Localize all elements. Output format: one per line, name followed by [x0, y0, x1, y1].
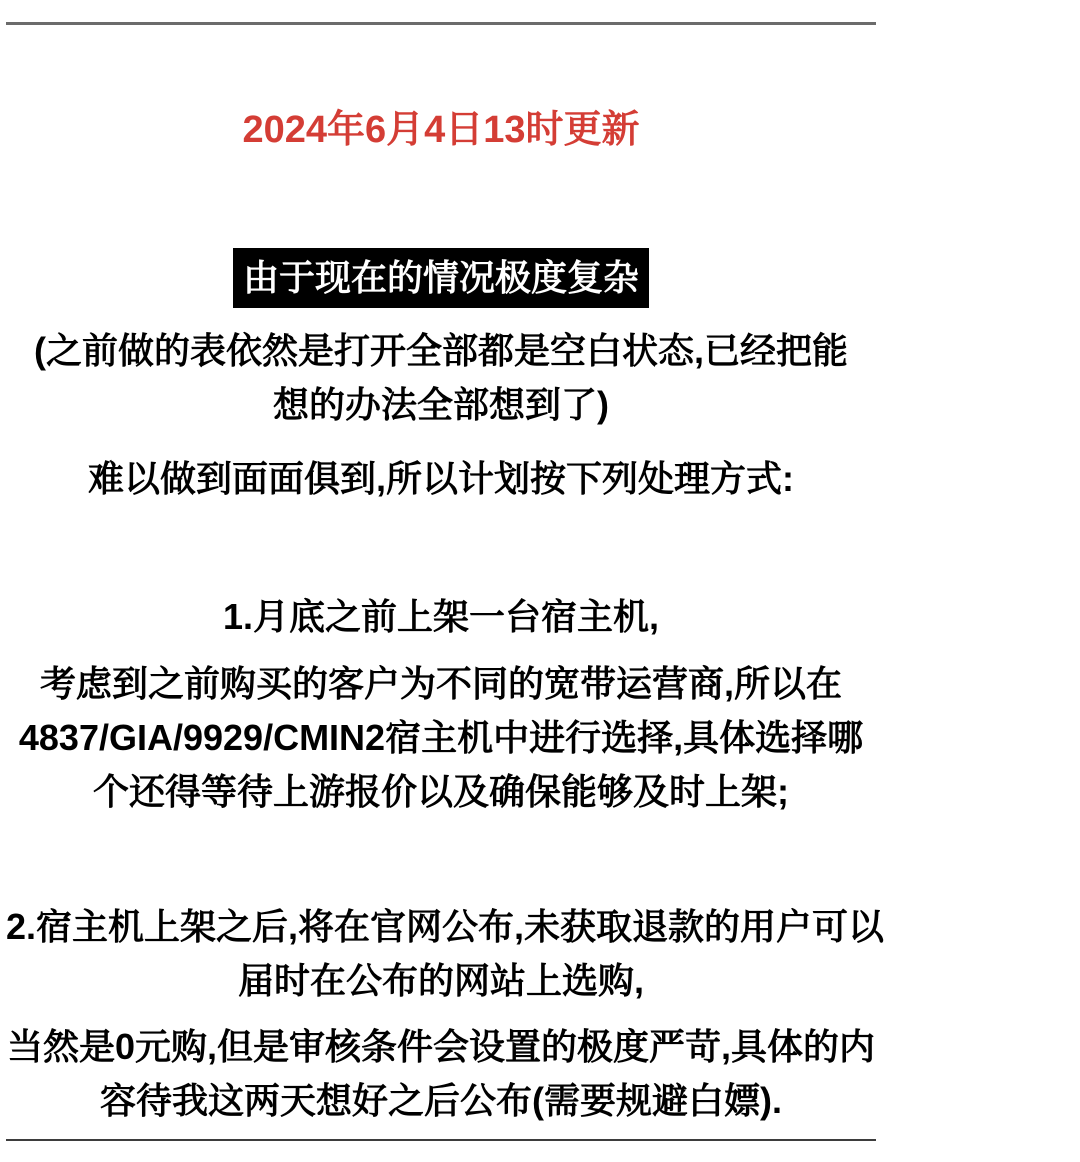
update-title: 2024年6月4日13时更新 — [242, 109, 640, 151]
item1-line: 考虑到之前购买的客户为不同的宽带运营商,所以在 — [39, 663, 842, 704]
top-divider — [6, 22, 876, 25]
item2-heading — [6, 900, 885, 1008]
highlight-heading-row — [6, 248, 876, 308]
item2-paragraph — [6, 1020, 876, 1128]
item2-line: 容待我这两天想好之后公布(需要规避白嫖). — [100, 1080, 782, 1121]
highlight-heading: 由于现在的情况极度复杂 — [233, 248, 649, 308]
bottom-divider — [6, 1139, 876, 1141]
item1-heading: 1.月底之前上架一台宿主机, — [222, 596, 660, 637]
item1-line: 4837/GIA/9929/CMIN2宿主机中进行选择,具体选择哪 — [18, 717, 864, 758]
note-line: (之前做的表依然是打开全部都是空白状态,已经把能 — [34, 330, 848, 371]
item2-heading-line: 2.宿主机上架之后,将在官网公布,未获取退款的用户可以 — [6, 906, 885, 947]
item2-heading-line: 届时在公布的网站上选购, — [237, 960, 644, 1001]
item2-line: 当然是0元购,但是审核条件会设置的极度严苛,具体的内 — [6, 1026, 876, 1067]
note-paragraph — [6, 324, 876, 432]
announcement-content — [6, 0, 885, 1141]
note-line: 想的办法全部想到了) — [273, 384, 609, 425]
item1-line: 个还得等待上游报价以及确保能够及时上架; — [93, 771, 789, 812]
item1-paragraph — [6, 657, 876, 819]
plan-paragraph: 难以做到面面俱到,所以计划按下列处理方式: — [88, 458, 794, 499]
